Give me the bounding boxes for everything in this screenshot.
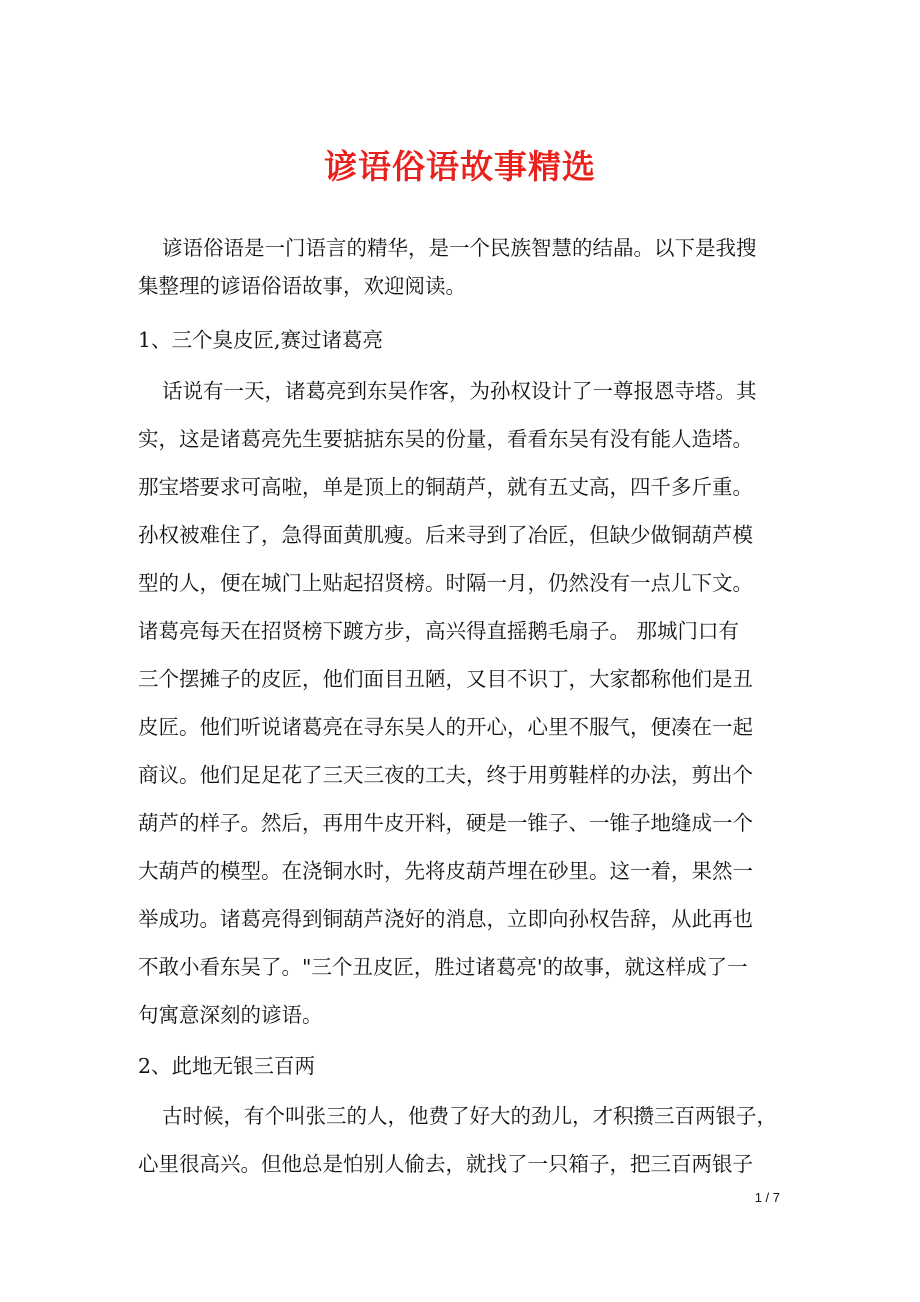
section-heading: 1、三个臭皮匠,赛过诸葛亮	[138, 328, 384, 352]
paragraph-line: 实，这是诸葛亮先生要掂掂东吴的份量，看看东吴有没有能人造塔。	[138, 427, 753, 451]
paragraph-line: 孙权被难住了，急得面黄肌瘦。后来寻到了冶匠，但缺少做铜葫芦模	[138, 523, 753, 547]
paragraph-line: 句寓意深刻的谚语。	[138, 1003, 323, 1027]
paragraph-line: 葫芦的样子。然后，再用牛皮开料，硬是一锥子、一锥子地缝成一个	[138, 811, 753, 835]
section-heading: 2、此地无银三百两	[138, 1054, 316, 1078]
paragraph-line: 举成功。诸葛亮得到铜葫芦浇好的消息，立即向孙权告辞，从此再也	[138, 907, 753, 931]
paragraph-line: 古时候，有个叫张三的人，他费了好大的劲儿，才积攒三百两银子，	[162, 1104, 777, 1128]
document-title: 谚语俗语故事精选	[324, 147, 596, 186]
paragraph-line: 谚语俗语是一门语言的精华，是一个民族智慧的结晶。以下是我搜	[162, 236, 757, 260]
paragraph-line: 心里很高兴。但他总是怕别人偷去，就找了一只箱子，把三百两银子	[138, 1152, 753, 1176]
paragraph-line: 型的人，便在城门上贴起招贤榜。时隔一月，仍然没有一点儿下文。	[138, 571, 753, 595]
paragraph-line: 三个摆摊子的皮匠，他们面目丑陋，又目不识丁，大家都称他们是丑	[138, 667, 753, 691]
paragraph-line: 那宝塔要求可高啦，单是顶上的铜葫芦，就有五丈高，四千多斤重。	[138, 475, 753, 499]
paragraph-line: 皮匠。他们听说诸葛亮在寻东吴人的开心，心里不服气，便凑在一起	[138, 715, 753, 739]
paragraph-line: 集整理的谚语俗语故事，欢迎阅读。	[138, 274, 466, 298]
paragraph-line: 商议。他们足足花了三天三夜的工夫，终于用剪鞋样的办法，剪出个	[138, 763, 753, 787]
paragraph-line: 诸葛亮每天在招贤榜下踱方步，高兴得直摇鹅毛扇子。 那城门口有	[138, 619, 740, 643]
paragraph-line: 话说有一天，诸葛亮到东吴作客，为孙权设计了一尊报恩寺塔。其	[162, 379, 757, 403]
page-number: 1 / 7	[754, 1190, 780, 1205]
paragraph-line: 不敢小看东吴了。"三个丑皮匠，胜过诸葛亮'的故事，就这样成了一	[138, 955, 748, 979]
paragraph-line: 大葫芦的模型。在浇铜水时，先将皮葫芦埋在砂里。这一着，果然一	[138, 859, 753, 883]
